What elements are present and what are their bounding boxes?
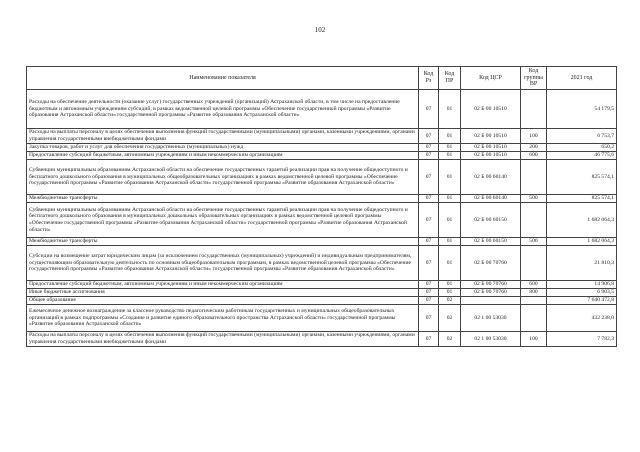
table-row — [27, 195, 617, 203]
header-vr: Код группы ВР — [521, 67, 547, 90]
row-name: Межбюджетные трансферты — [27, 238, 419, 246]
row-vr: 800 — [521, 289, 547, 297]
row-name: Предоставление субсидий бюджетным, автономным учреждениям и иным некоммерческим организациям — [27, 281, 419, 289]
row-amount: 54 179,5 — [547, 90, 617, 129]
row-rz: 07 — [419, 203, 439, 238]
row-vr: 100 — [521, 129, 547, 144]
table-row — [27, 289, 617, 297]
table-row — [27, 246, 617, 281]
row-vr: 500 — [521, 195, 547, 203]
row-pr: 01 — [439, 90, 461, 129]
row-name: Субвенции муниципальным образованиям Астраханской области на обеспечение государственных гарантий реализации прав на получение общедоступного и бесплатного дошкольного образования в муниципальных дошкольных образовательных организациях в рамках ведомственной целевой программы «Обеспечение государственной программы «Развитие образования Астраханской области» государственной программы «Развитие образования Астраханской области» — [27, 203, 419, 238]
row-amount: 1 682 064,3 — [547, 238, 617, 246]
row-amount: 1 682 064,3 — [547, 203, 617, 238]
row-pr: 01 — [439, 195, 461, 203]
row-pr: 01 — [439, 246, 461, 281]
row-rz: 07 — [419, 297, 439, 305]
row-csr: 02 Б 00 60140 — [461, 160, 521, 195]
row-name: Субвенции муниципальным образованиям Астраханской области на обеспечение государственных гарантий реализации прав на получение общедоступного и бесплатного дошкольного образования в муниципальных общеобразовательных организациях в рамках ведомственной целевой программы «Обеспечение государственной программы «Развитие образования Астраханской области» государственной программы «Развитие образования Астраханской области» — [27, 160, 419, 195]
row-pr: 01 — [439, 160, 461, 195]
row-rz: 07 — [419, 195, 439, 203]
row-csr: 02 Б 00 60150 — [461, 203, 521, 238]
row-rz: 07 — [419, 160, 439, 195]
row-pr: 02 — [439, 297, 461, 305]
row-rz: 07 — [419, 90, 439, 129]
row-csr: 02 1 00 53030 — [461, 332, 521, 347]
row-vr: 200 — [521, 144, 547, 152]
table-header-row — [27, 67, 617, 90]
row-amount: 6 903,5 — [547, 289, 617, 297]
table-row — [27, 144, 617, 152]
header-year: 2021 год — [547, 67, 617, 90]
row-amount: 825 574,1 — [547, 160, 617, 195]
row-rz: 07 — [419, 332, 439, 347]
table-row — [27, 129, 617, 144]
row-vr — [521, 203, 547, 238]
row-pr: 01 — [439, 152, 461, 160]
table-row — [27, 281, 617, 289]
row-amount: 650,2 — [547, 144, 617, 152]
row-rz: 07 — [419, 152, 439, 160]
row-csr: 02 Б 00 70760 — [461, 289, 521, 297]
row-vr — [521, 160, 547, 195]
table-row — [27, 297, 617, 305]
table-row — [27, 160, 617, 195]
page-number: 102 — [314, 26, 326, 34]
row-pr: 01 — [439, 129, 461, 144]
row-pr: 01 — [439, 238, 461, 246]
row-vr: 500 — [521, 238, 547, 246]
row-csr: 02 Б 00 70760 — [461, 281, 521, 289]
row-pr: 01 — [439, 281, 461, 289]
row-name: Расходы на выплаты персоналу в целях обеспечения выполнения функций государственными (муниципальными) органами, казенными учреждениями, органами управления государственными внебюджетными фондами — [27, 129, 419, 144]
row-pr: 02 — [439, 305, 461, 332]
row-rz: 07 — [419, 289, 439, 297]
row-csr — [461, 297, 521, 305]
row-pr: 01 — [439, 203, 461, 238]
header-name: Наименование показателя — [27, 67, 419, 90]
header-rz: Код Рз — [419, 67, 439, 90]
row-amount: 432 238,0 — [547, 305, 617, 332]
row-amount: 14 906,8 — [547, 281, 617, 289]
table-row — [27, 305, 617, 332]
row-name: Расходы на выплаты персоналу в целях обеспечения выполнения функций государственными (муниципальными) органами, казенными учреждениями, органами управления государственными внебюджетными фондами — [27, 332, 419, 347]
row-vr: 600 — [521, 281, 547, 289]
row-pr: 02 — [439, 332, 461, 347]
row-name: Субсидии на возмещение затрат юридическим лицам (за исключением государственных (муниципальных) учреждений) и индивидуальным предпринимателям, осуществляющим образовательную деятельность по основным общеобразовательным программам, в рамках ведомственной целевой программы «Обеспечение государственной программы «Развитие образования Астраханской области» государственной программы «Развитие образования Астраханской области» — [27, 246, 419, 281]
row-csr: 02 1 00 53030 — [461, 305, 521, 332]
row-csr: 02 Б 00 10510 — [461, 144, 521, 152]
row-csr: 02 Б 00 10510 — [461, 90, 521, 129]
row-csr: 02 Б 00 70760 — [461, 246, 521, 281]
budget-table — [26, 66, 617, 347]
header-pr: Код ПР — [439, 67, 461, 90]
row-csr: 02 Б 00 10510 — [461, 129, 521, 144]
row-vr — [521, 305, 547, 332]
row-pr: 01 — [439, 289, 461, 297]
row-vr — [521, 246, 547, 281]
row-name: Ежемесячное денежное вознаграждение за классное руководство педагогическим работникам государственных и муниципальных общеобразовательных организаций в рамках подпрограммы «Создание и развитие единого образовательного пространства Астраханской области» государственной программы «Развитие образования Астраханской области» — [27, 305, 419, 332]
row-amount: 6 753,7 — [547, 129, 617, 144]
table-row — [27, 238, 617, 246]
row-rz: 07 — [419, 238, 439, 246]
row-name: Предоставление субсидий бюджетным, автономным учреждениям и иным некоммерческим организациям — [27, 152, 419, 160]
row-amount: 46 775,6 — [547, 152, 617, 160]
row-amount: 825 574,1 — [547, 195, 617, 203]
table-row — [27, 332, 617, 347]
row-vr: 600 — [521, 152, 547, 160]
row-vr — [521, 297, 547, 305]
row-amount: 7 782,3 — [547, 332, 617, 347]
row-name: Общее образование — [27, 297, 419, 305]
row-rz: 07 — [419, 305, 439, 332]
row-name: Иные бюджетные ассигнования — [27, 289, 419, 297]
row-vr: 100 — [521, 332, 547, 347]
row-vr — [521, 90, 547, 129]
table-row — [27, 203, 617, 238]
row-rz: 07 — [419, 281, 439, 289]
row-amount: 7 640 472,8 — [547, 297, 617, 305]
row-csr: 02 Б 00 60150 — [461, 238, 521, 246]
row-amount: 21 810,3 — [547, 246, 617, 281]
row-rz: 07 — [419, 246, 439, 281]
row-rz: 07 — [419, 129, 439, 144]
table-row — [27, 90, 617, 129]
row-csr: 02 Б 00 10510 — [461, 152, 521, 160]
table-row — [27, 152, 617, 160]
header-csr: Код ЦСР — [461, 67, 521, 90]
row-name: Расходы на обеспечение деятельности (оказание услуг) государственных учреждений (организаций) Астраханской области, в том числе на предоставление бюджетным и автономным учреждениям субсидий, в рамках ведомственной целевой программы «Обеспечение государственной программы «Развитие образования Астраханской области» государственной программы «Развитие образования Астраханской области» — [27, 90, 419, 129]
row-name: Закупка товаров, работ и услуг для обеспечения государственных (муниципальных) нужд — [27, 144, 419, 152]
row-name: Межбюджетные трансферты — [27, 195, 419, 203]
row-pr: 01 — [439, 144, 461, 152]
row-rz: 07 — [419, 144, 439, 152]
row-csr: 02 Б 00 60140 — [461, 195, 521, 203]
